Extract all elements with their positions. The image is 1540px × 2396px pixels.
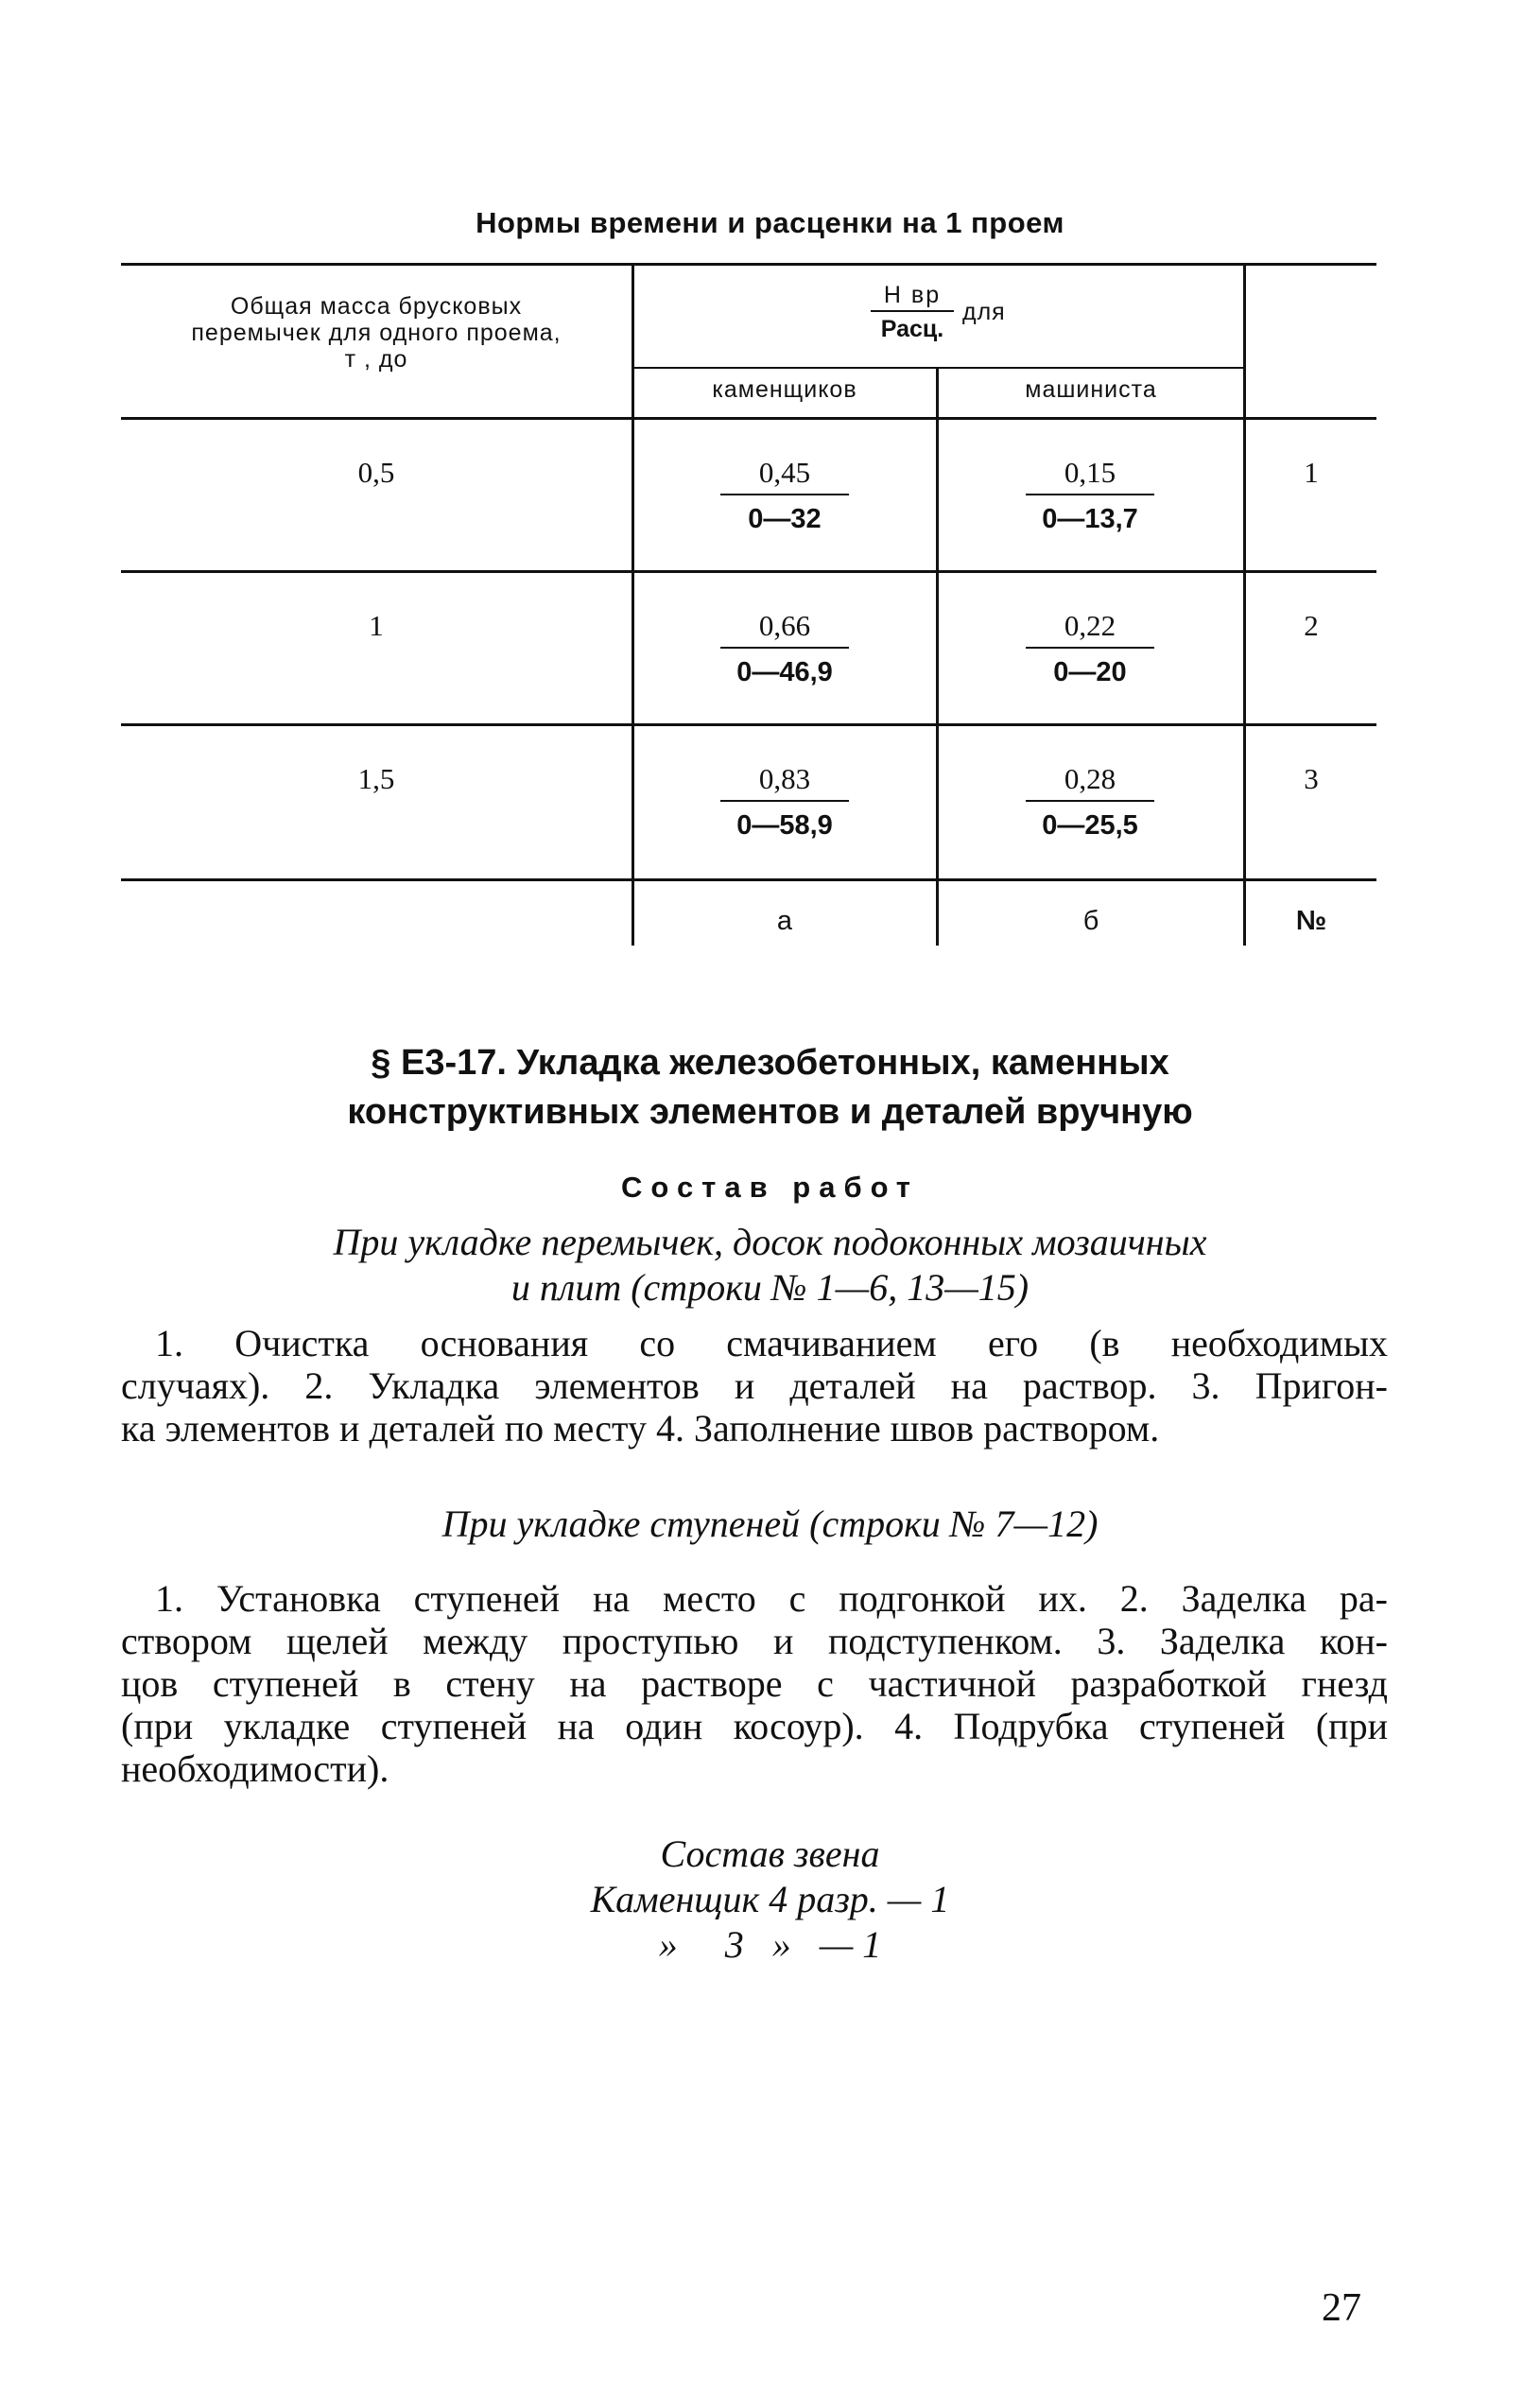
row-1-masons-norm: 0,45 <box>758 456 811 489</box>
row-1-operator <box>939 456 1241 535</box>
mass-column-header <box>121 293 632 373</box>
norm-numerator: Н вр <box>883 282 942 308</box>
crew-composition <box>0 1832 1540 1968</box>
row-3-mass: 1,5 <box>357 762 395 795</box>
col-divider-3 <box>1243 263 1246 946</box>
work-composition-heading: Состав работ <box>621 1171 919 1204</box>
subheading-lintels <box>0 1220 1540 1311</box>
row-3-masons <box>633 762 936 842</box>
row-2-mass: 1 <box>369 609 384 642</box>
paragraph-lintels <box>121 1322 1388 1450</box>
paragraph-line: случаях). 2. Укладка элементов и деталей на раствор. 3. Пригон- <box>121 1364 1388 1407</box>
footer-col-a: а <box>776 906 793 936</box>
crew-line-1: Каменщик 4 разр. — 1 <box>590 1878 950 1920</box>
paragraph-line: 1. Установка ступеней на место с подгонкой их. 2. Заделка ра- <box>155 1577 1388 1620</box>
norm-fraction-bar <box>871 310 954 312</box>
paragraph-steps <box>121 1577 1388 1790</box>
row-rule-1 <box>121 570 1376 573</box>
table-top-rule <box>121 263 1376 266</box>
crew-line-2: » 3 » — 1 <box>658 1923 882 1966</box>
fraction-bar <box>720 494 849 495</box>
row-2-operator-rate: 0—20 <box>1053 657 1127 687</box>
row-1-operator-norm: 0,15 <box>1064 456 1116 489</box>
row-2-number: 2 <box>1304 609 1319 642</box>
fraction-bar <box>1026 800 1154 802</box>
row-3-masons-rate: 0—58,9 <box>736 810 833 841</box>
fraction-bar <box>1026 647 1154 649</box>
norm-suffix: для <box>962 299 1006 325</box>
row-rule-3 <box>121 878 1376 881</box>
header-bottom-rule <box>121 417 1376 420</box>
row-1-operator-rate: 0—13,7 <box>1042 504 1138 534</box>
paragraph-line: цов ступеней в стену на растворе с частичной разработкой гнезд <box>121 1662 1388 1705</box>
paragraph-line: необходимости). <box>121 1747 389 1790</box>
footer-col-number: № <box>1295 906 1327 936</box>
row-1-number: 1 <box>1304 456 1319 489</box>
paragraph-line: створом щелей между проступью и подступенком. 3. Заделка кон- <box>121 1620 1388 1662</box>
fraction-bar <box>1026 494 1154 495</box>
subheader-rule <box>632 367 1246 369</box>
row-2-masons <box>633 609 936 688</box>
subheading-lintels-line-2: и плит (строки № 1—6, 13—15) <box>510 1266 1030 1309</box>
subheading-steps: При укладке ступеней (строки № 7—12) <box>441 1502 1099 1545</box>
paragraph-line: ка элементов и деталей по месту 4. Заполнение швов раствором. <box>121 1407 1160 1450</box>
row-1-masons <box>633 456 936 535</box>
row-3-masons-norm: 0,83 <box>758 762 811 795</box>
mass-header-line-2: перемычек для одного проема, <box>191 320 562 346</box>
row-2-operator <box>939 609 1241 688</box>
row-1-masons-rate: 0—32 <box>748 504 822 534</box>
col-divider-1 <box>632 263 634 946</box>
row-3-operator-norm: 0,28 <box>1064 762 1116 795</box>
paragraph-line: (при укладке ступеней на один косоур). 4. Подрубка ступеней (при <box>121 1705 1388 1747</box>
col-header-operator: машиниста <box>1025 376 1157 403</box>
row-3-number: 3 <box>1304 762 1319 795</box>
section-title-line-2: конструктивных элементов и деталей вручную <box>347 1092 1193 1132</box>
fraction-bar <box>720 800 849 802</box>
paragraph-line: 1. Очистка основания со смачиванием его (в необходимых <box>155 1322 1388 1364</box>
row-rule-2 <box>121 723 1376 726</box>
section-title <box>0 1038 1540 1137</box>
mass-header-line-3: т , до <box>344 346 408 373</box>
row-2-operator-norm: 0,22 <box>1064 609 1116 642</box>
mass-header-line-1: Общая масса брусковых <box>230 293 523 320</box>
table-title: Нормы времени и расценки на 1 проем <box>476 206 1064 239</box>
norm-header <box>856 282 969 343</box>
col-header-masons: каменщиков <box>712 376 857 403</box>
footer-col-b: б <box>1082 906 1099 936</box>
row-3-operator <box>939 762 1241 842</box>
crew-title: Состав звена <box>660 1832 880 1875</box>
row-2-masons-norm: 0,66 <box>758 609 811 642</box>
section-title-line-1: § Е3-17. Укладка железобетонных, каменных <box>371 1043 1169 1083</box>
fraction-bar <box>720 647 849 649</box>
subheading-lintels-line-1: При укладке перемычек, досок подоконных мозаичных <box>333 1221 1207 1263</box>
page-number: 27 <box>1322 2286 1361 2330</box>
row-1-mass: 0,5 <box>357 456 395 489</box>
row-3-operator-rate: 0—25,5 <box>1042 810 1138 841</box>
row-2-masons-rate: 0—46,9 <box>736 657 833 687</box>
norm-denominator: Расц. <box>880 316 944 342</box>
